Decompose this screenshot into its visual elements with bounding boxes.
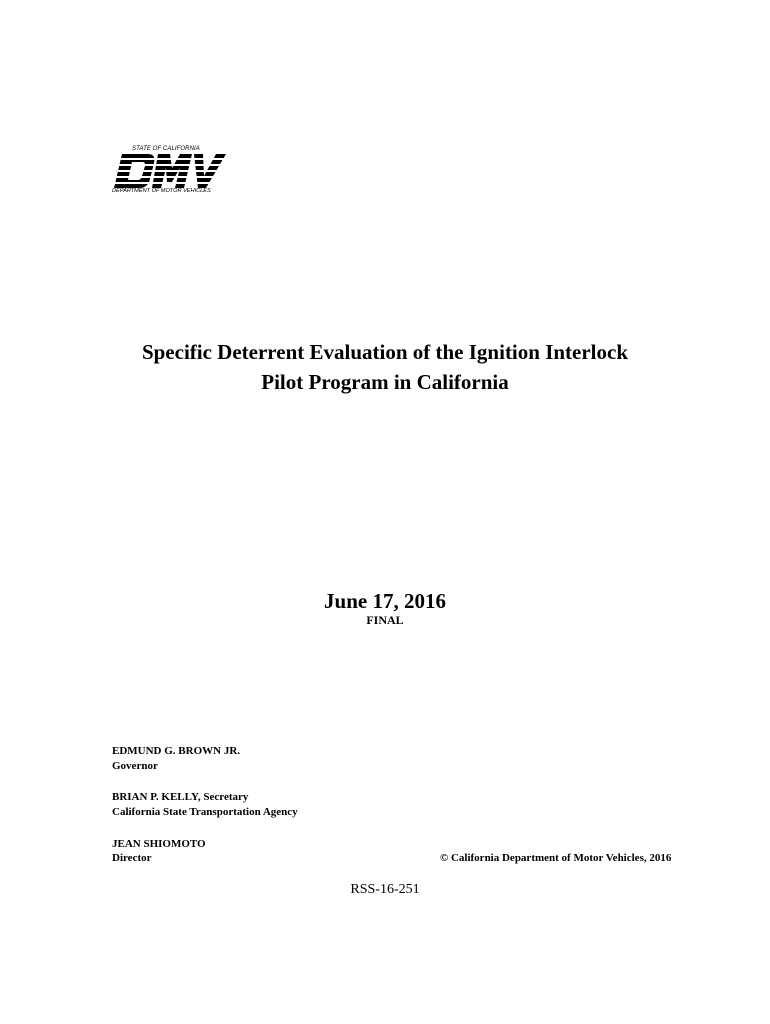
logo-department-text: DEPARTMENT OF MOTOR VEHICLES	[112, 188, 211, 194]
secretary-name: BRIAN P. KELLY, Secretary	[112, 791, 249, 803]
report-title	[0, 337, 770, 397]
report-date: June 17, 2016	[324, 589, 446, 613]
dmv-logo	[112, 146, 232, 198]
report-title-line-2: Pilot Program in California	[261, 370, 509, 394]
logo-state-text: STATE OF CALIFORNIA	[132, 146, 200, 152]
copyright-notice: © California Department of Motor Vehicles, 2016	[440, 852, 672, 864]
governor-title: Governor	[112, 760, 158, 772]
report-status: FINAL	[366, 613, 404, 627]
governor-name: EDMUND G. BROWN JR.	[112, 745, 241, 757]
secretary-agency: California State Transportation Agency	[112, 806, 298, 818]
dmv-logo-mark	[112, 154, 228, 188]
report-number: RSS-16-251	[350, 882, 420, 897]
director-name: JEAN SHIOMOTO	[112, 838, 206, 850]
director-title: Director	[112, 852, 152, 864]
report-title-line-1: Specific Deterrent Evaluation of the Ignition Interlock	[141, 340, 629, 364]
